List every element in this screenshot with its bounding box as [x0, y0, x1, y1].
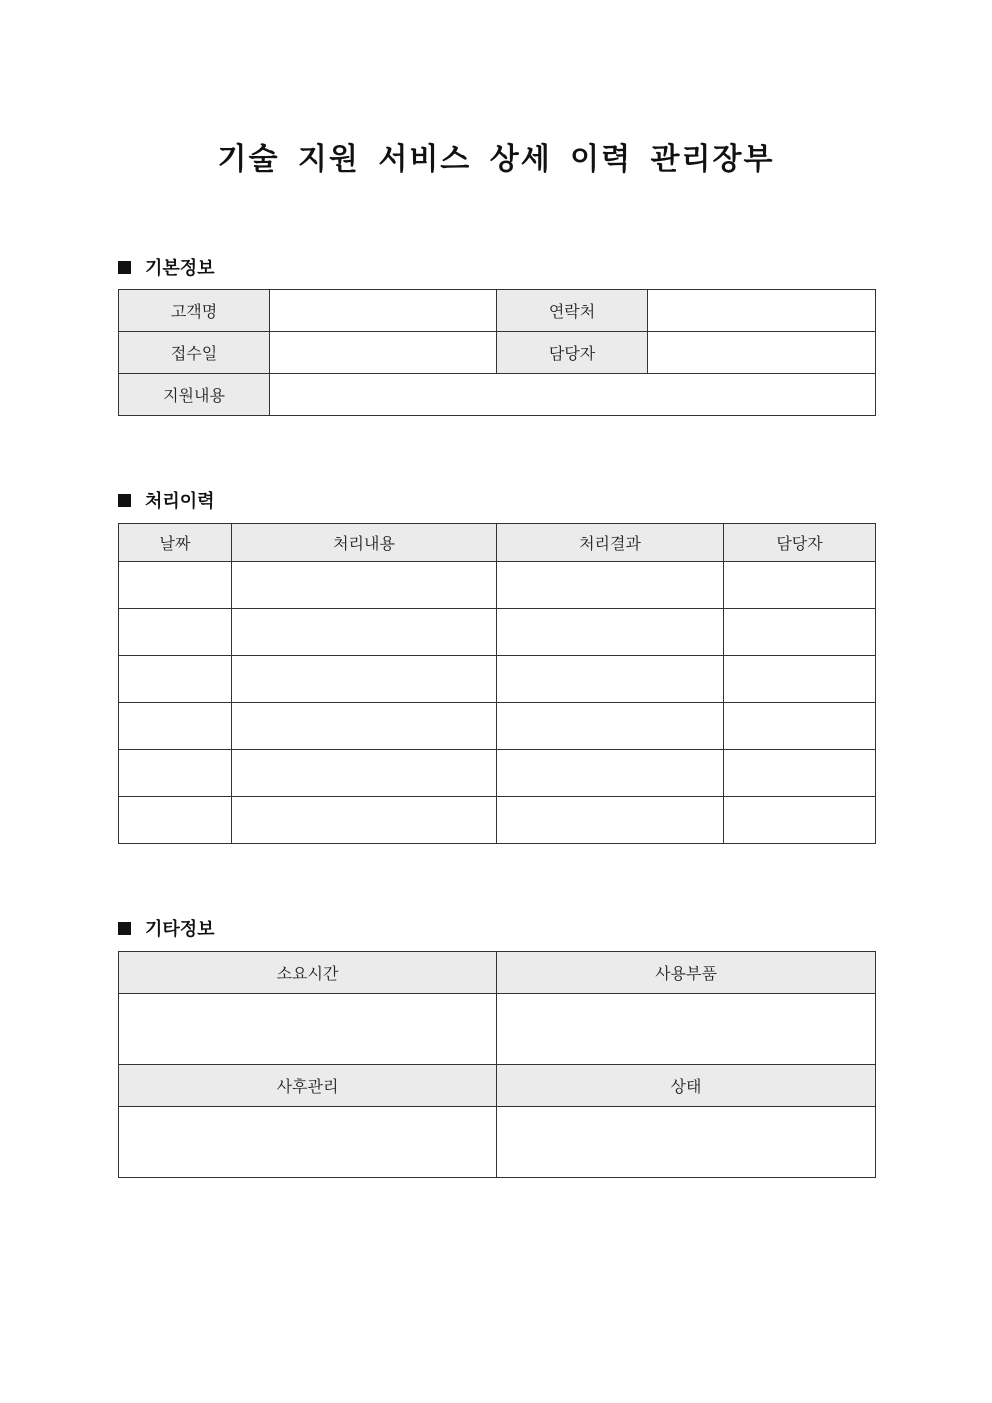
table-row: [119, 656, 876, 703]
section-heading-text: 처리이력: [145, 491, 215, 512]
section-heading-text: 기타정보: [145, 919, 215, 940]
manager-label: 담당자: [497, 332, 648, 374]
date-cell[interactable]: [119, 656, 232, 703]
history-table: [118, 523, 876, 844]
date-cell[interactable]: [119, 750, 232, 797]
table-row: [119, 290, 876, 332]
support-content-field[interactable]: [270, 374, 876, 416]
table-row: [119, 609, 876, 656]
section-heading-extra: [118, 915, 215, 941]
status-field[interactable]: [497, 1107, 876, 1178]
table-header-row: [119, 524, 876, 562]
date-cell[interactable]: [119, 703, 232, 750]
process-result-cell[interactable]: [497, 703, 724, 750]
table-row: [119, 332, 876, 374]
basic-info-table: [118, 289, 876, 416]
customer-name-field[interactable]: [270, 290, 497, 332]
section-heading-basic: [118, 254, 215, 280]
process-result-cell[interactable]: [497, 750, 724, 797]
time-required-field[interactable]: [119, 994, 497, 1065]
table-row: [119, 797, 876, 844]
square-bullet-icon: [118, 494, 131, 507]
follow-up-label: 사후관리: [119, 1065, 497, 1107]
date-cell[interactable]: [119, 609, 232, 656]
process-content-cell[interactable]: [232, 656, 497, 703]
contact-label: 연락처: [497, 290, 648, 332]
date-cell[interactable]: [119, 562, 232, 609]
status-label: 상태: [497, 1065, 876, 1107]
square-bullet-icon: [118, 261, 131, 274]
customer-name-label: 고객명: [119, 290, 270, 332]
support-content-label: 지원내용: [119, 374, 270, 416]
contact-field[interactable]: [648, 290, 876, 332]
parts-used-field[interactable]: [497, 994, 876, 1065]
table-row: [119, 562, 876, 609]
column-header-process-content: 처리내용: [232, 524, 497, 562]
table-row: [119, 374, 876, 416]
time-required-label: 소요시간: [119, 952, 497, 994]
process-content-cell[interactable]: [232, 609, 497, 656]
process-result-cell[interactable]: [497, 797, 724, 844]
process-result-cell[interactable]: [497, 656, 724, 703]
document-title: 기술 지원 서비스 상세 이력 관리장부: [217, 142, 775, 177]
column-header-manager: 담당자: [724, 524, 876, 562]
table-row: [119, 994, 876, 1065]
section-heading-text: 기본정보: [145, 258, 215, 279]
extra-info-table: [118, 951, 876, 1178]
table-header-row: [119, 1065, 876, 1107]
manager-cell[interactable]: [724, 609, 876, 656]
table-row: [119, 1107, 876, 1178]
received-date-label: 접수일: [119, 332, 270, 374]
manager-cell[interactable]: [724, 750, 876, 797]
process-content-cell[interactable]: [232, 797, 497, 844]
process-result-cell[interactable]: [497, 562, 724, 609]
manager-cell[interactable]: [724, 656, 876, 703]
column-header-date: 날짜: [119, 524, 232, 562]
table-row: [119, 703, 876, 750]
received-date-field[interactable]: [270, 332, 497, 374]
square-bullet-icon: [118, 922, 131, 935]
date-cell[interactable]: [119, 797, 232, 844]
table-header-row: [119, 952, 876, 994]
manager-cell[interactable]: [724, 562, 876, 609]
process-result-cell[interactable]: [497, 609, 724, 656]
manager-field[interactable]: [648, 332, 876, 374]
manager-cell[interactable]: [724, 797, 876, 844]
process-content-cell[interactable]: [232, 562, 497, 609]
section-heading-history: [118, 487, 215, 513]
parts-used-label: 사용부품: [497, 952, 876, 994]
column-header-process-result: 처리결과: [497, 524, 724, 562]
process-content-cell[interactable]: [232, 703, 497, 750]
process-content-cell[interactable]: [232, 750, 497, 797]
manager-cell[interactable]: [724, 703, 876, 750]
table-row: [119, 750, 876, 797]
follow-up-field[interactable]: [119, 1107, 497, 1178]
